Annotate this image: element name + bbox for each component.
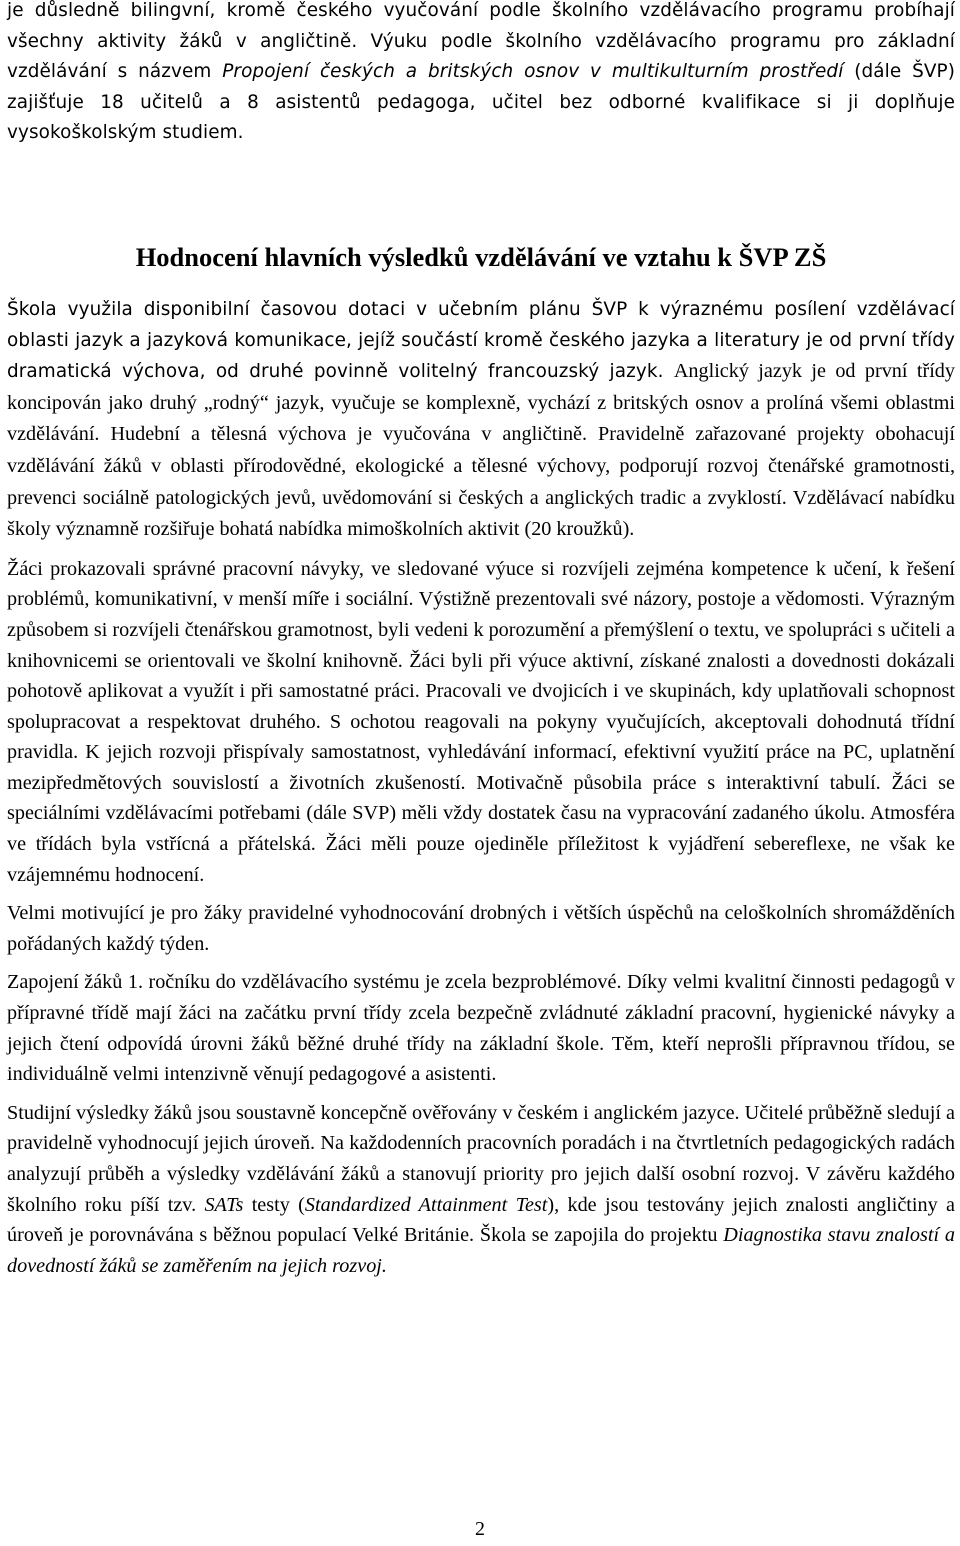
intro-text: je důsledně bilingvní, kromě českého vyučování podle školního vzdělávacího programu probíhají všechny aktivity žáků v angličtině. Výuku podle školního vzdělávacího programu pro základní vzdělávání s názvem xyxy=(7,0,955,83)
section-heading: Hodnocení hlavních výsledků vzdělávání ve vztahu k ŠVP ZŠ xyxy=(135,241,827,272)
paragraph-curriculum xyxy=(7,295,955,546)
intro-text-end: (dále ŠVP) zajišťuje 18 učitelů a 8 asistentů pedagoga, učitel bez odborné kvalifikace si ji doplňuje vysokoškolským studiem. xyxy=(7,61,956,144)
sats-term: SATs xyxy=(204,1193,244,1216)
page-number: 2 xyxy=(475,1518,485,1540)
project-name: Diagnostika stavu znalostí a dovedností žáků se zaměřením na jejich rozvoj. xyxy=(7,1224,955,1277)
paragraph-results: Studijní výsledky žáků jsou soustavně koncepčně ověřovány v českém i anglickém jazyce. Učitelé průběžně sledují a pravidelně vyhodnocují jejich úroveň. Na každodenních pracovních poradách i na čtvrtletních pedagogických radách analyzují průběh a výsledky vzdělávání žáků a stanovují priority pro jejich další osobní rozvoj. V závěru každého školního roku píší tzv. SATs testy (Standardized Attainment Test), kde jsou testovány jejich znalosti angličtiny a úroveň je porovnávána s běžnou populací Velké Británie. Škola se zapojila do projektu Diagnostika stavu znalostí a dovedností žáků se zaměřením na jejich rozvoj. xyxy=(7,1101,955,1277)
paragraph-pupils: Žáci prokazovali správné pracovní návyky, ve sledované výuce si rozvíjeli zejména kompetence k učení, k řešení problémů, komunikativní, v menší míře i sociální. Výstižně prezentovali své názory, postoje a vědomosti. Výrazným způsobem si rozvíjeli čtenářskou gramotnost, byli vedeni k porozumění a přemýšlení o textu, ve spolupráci s učiteli a knihovnicemi se orientovali ve školní knihovně. Žáci byli při výuce aktivní, získané znalosti a dovednosti dokázali pohotově aplikovat a využít i při samostatné práci. Pracovali ve dvojicích i ve skupinách, kdy uplatňovali schopnost spolupracovat a respektovat druhého. S ochotou reagovali na pokyny vyučujících, akceptovali dohodnutá třídní pravidla. K jejich rozvoji přispívaly samostatnost, vyhledávání informací, efektivní využití práce na PC, uplatnění mezipředmětových souvislostí a životních zkušeností. Motivačně působila práce s interaktivní tabulí. Žáci se speciálními vzdělávacími potřebami (dále SVP) měli vždy dostatek času na vypracování zadaného úkolu. Atmosféra ve třídách byla vstřícná a přátelská. Žáci měli pouze ojediněle příležitost k vyjádření sebereflexe, ne však ke vzájemnému hodnocení. xyxy=(7,557,956,886)
paragraph-motivation: Velmi motivující je pro žáky pravidelné vyhodnocování drobných i větších úspěchů na celoškolních shromážděních pořádaných každý týden. xyxy=(7,902,955,955)
document-page xyxy=(7,0,955,1281)
intro-paragraph xyxy=(7,0,955,149)
paragraph-curriculum-serif: Anglický jazyk je od první třídy koncipován jako druhý „rodný“ jazyk, vyučuje se komplexně, vychází z britských osnov a prolíná všemi oblastmi vzdělávání. Hudební a tělesná výchova je vyučována v angličtině. Pravidelně zařazované projekty obohacují vzdělávání žáků v oblasti přírodovědné, ekologické a tělesné výchovy, podporují rozvoj čtenářské gramotnosti, prevenci sociálně patologických jevů, uvědomování si českých a anglických tradic a zvyklostí. Vzdělávací nabídku školy významně rozšiřuje bohatá nabídka mimoškolních aktivit (20 kroužků). xyxy=(7,360,955,541)
paragraph-curriculum-sans: Škola využila disponibilní časovou dotaci v učebním plánu ŠVP k výraznému posílení vzdělávací oblasti jazyk a jazyková komunikace, jejíž součástí kromě českého jazyka a literatury je od první třídy dramatická výchova, od druhé povinně volitelný francouzský jazyk. xyxy=(7,298,955,383)
sats-full-name: Standardized Attainment Test xyxy=(304,1193,548,1216)
paragraph-first-grade: Zapojení žáků 1. ročníku do vzdělávacího systému je zcela bezproblémové. Díky velmi kvalitní činnosti pedagogů v přípravné třídě mají žáci na začátku první třídy zcela bezpečně zvládnuté základní pracovní, hygienické návyky a jejich čtení odpovídá úrovni žáků běžné druhé třídy na základní škole. Těm, kteří neprošli přípravnou třídou, se individuálně velmi intenzivně věnují pedagogové a asistenti. xyxy=(7,971,955,1086)
program-name: Propojení českých a britských osnov v multikulturním prostředí xyxy=(222,61,844,83)
